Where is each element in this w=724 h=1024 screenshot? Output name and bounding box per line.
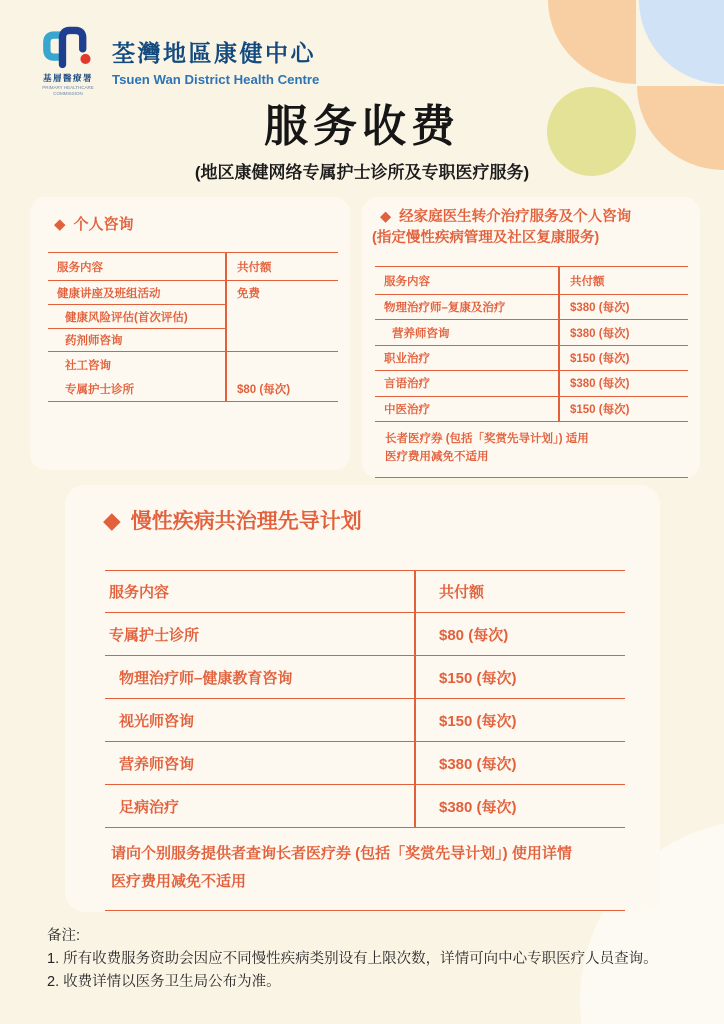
referral-services-title-line2: (指定慢性疾病管理及社区复康服务)	[372, 230, 600, 247]
remarks-heading: 备注:	[47, 928, 81, 944]
table-row	[48, 352, 338, 377]
page-title: 服务收费	[264, 102, 460, 151]
personal-consultation-panel	[30, 197, 350, 470]
column-header-service: 服务内容	[384, 275, 430, 288]
service-cell: 专属护士诊所	[109, 626, 200, 644]
table-row	[105, 613, 625, 656]
service-cell: 足病治疗	[119, 798, 180, 816]
table-header-row	[48, 253, 338, 281]
service-cell: 物理治疗师–健康教育咨询	[119, 669, 293, 687]
service-cell: 言语治疗	[384, 378, 430, 391]
diamond-icon: ◆	[103, 507, 121, 533]
centre-name-english: Tsuen Wan District Health Centre	[112, 72, 320, 87]
table-row	[375, 346, 688, 371]
peach-quarter-circle-top	[548, 0, 636, 84]
column-header-service: 服务内容	[57, 261, 103, 274]
service-cell: 药剂师咨询	[65, 335, 123, 347]
service-cell: 专属护士诊所	[65, 384, 134, 396]
service-cell: 物理治疗师–复康及治疗	[384, 302, 506, 315]
chronic-disease-pilot-table	[105, 570, 625, 911]
service-cell: 健康讲座及班组活动	[48, 281, 225, 305]
table-row	[48, 281, 338, 305]
column-header-fee: 共付额	[439, 584, 485, 601]
fee-cell: $150 (每次)	[439, 712, 517, 730]
blue-quarter-circle-corner	[639, 0, 724, 84]
table-row	[105, 656, 625, 699]
table-row	[375, 397, 688, 422]
service-cell: 营养师咨询	[119, 755, 195, 773]
table-column-divider	[225, 253, 227, 401]
referral-services-table	[375, 266, 688, 478]
table-footnote: 长者医疗券 (包括「奖赏先导计划」) 适用 医疗费用减免不适用	[385, 432, 589, 464]
fee-cell: $150 (每次)	[570, 352, 630, 365]
table-header-row	[105, 571, 625, 613]
fee-cell	[225, 329, 338, 351]
service-cell: 职业治疗	[384, 352, 430, 365]
personal-consultation-table	[48, 252, 338, 402]
fee-cell: $380 (每次)	[439, 755, 517, 773]
service-cell: 视光师咨询	[119, 712, 195, 730]
phc-logo	[30, 24, 106, 97]
table-row	[48, 305, 338, 329]
diamond-icon: ◆	[54, 216, 66, 233]
table-row	[105, 785, 625, 828]
table-column-divider	[558, 267, 560, 422]
page-subtitle: (地区康健网络专属护士诊所及专职医疗服务)	[194, 163, 530, 182]
phc-logo-icon	[40, 24, 96, 70]
fee-cell: 免费	[237, 288, 260, 300]
centre-name	[112, 35, 319, 87]
table-row	[48, 377, 338, 401]
table-row	[375, 371, 688, 396]
table-column-divider	[414, 571, 416, 828]
centre-name-chinese: 荃灣地區康健中心	[112, 40, 316, 66]
column-header-service: 服务内容	[109, 584, 170, 601]
column-header-fee: 共付额	[237, 261, 272, 274]
table-row	[375, 320, 688, 345]
table-footnote: 请向个别服务提供者查询长者医疗券 (包括「奖赏先导计划」) 使用详情 医疗费用减免不适用	[111, 845, 572, 890]
remark-item-2: 2. 收费详情以医务卫生局公布为准。	[47, 973, 281, 990]
fee-cell: $80 (每次)	[237, 384, 291, 396]
fee-cell: $80 (每次)	[439, 626, 509, 644]
referral-services-title: ◆ 经家庭医生转介治疗服务及个人咨询 (指定慢性疾病管理及社区复康服务)	[372, 207, 631, 249]
column-header-fee: 共付额	[570, 275, 605, 288]
remark-item-1: 1. 所有收费服务资助会因应不同慢性疾病类别设有上限次数，详情可向中心专职医疗人员查询。	[47, 950, 658, 967]
table-row	[105, 742, 625, 785]
fee-cell: $380 (每次)	[570, 327, 630, 340]
table-row	[375, 295, 688, 320]
chronic-disease-pilot-title: ◆ 慢性疾病共治理先导计划	[103, 507, 362, 533]
service-cell: 中医治疗	[384, 403, 430, 416]
table-row	[48, 329, 338, 352]
service-cell: 健康风险评估(首次评估)	[48, 305, 225, 329]
chronic-disease-pilot-panel	[65, 485, 660, 912]
org-name-english: PRIMARY HEALTHCARE COMMISSION	[42, 85, 94, 97]
service-cell: 营养师咨询	[392, 327, 450, 340]
fee-cell: $150 (每次)	[439, 669, 517, 687]
table-header-row	[375, 267, 688, 295]
personal-consultation-title: ◆ 个人咨询	[54, 216, 134, 233]
fee-cell: $380 (每次)	[439, 798, 517, 816]
service-cell: 社工咨询	[65, 359, 111, 372]
fee-cell: $380 (每次)	[570, 378, 630, 391]
table-row	[105, 699, 625, 742]
fee-cell	[225, 352, 338, 377]
org-name-chinese: 基層醫療署	[42, 73, 93, 83]
referral-services-panel	[362, 197, 700, 478]
fee-cell: $380 (每次)	[570, 302, 630, 315]
diamond-icon: ◆	[380, 209, 392, 225]
fee-cell	[225, 305, 338, 329]
remarks-section	[47, 925, 697, 994]
fee-cell: $150 (每次)	[570, 403, 630, 416]
